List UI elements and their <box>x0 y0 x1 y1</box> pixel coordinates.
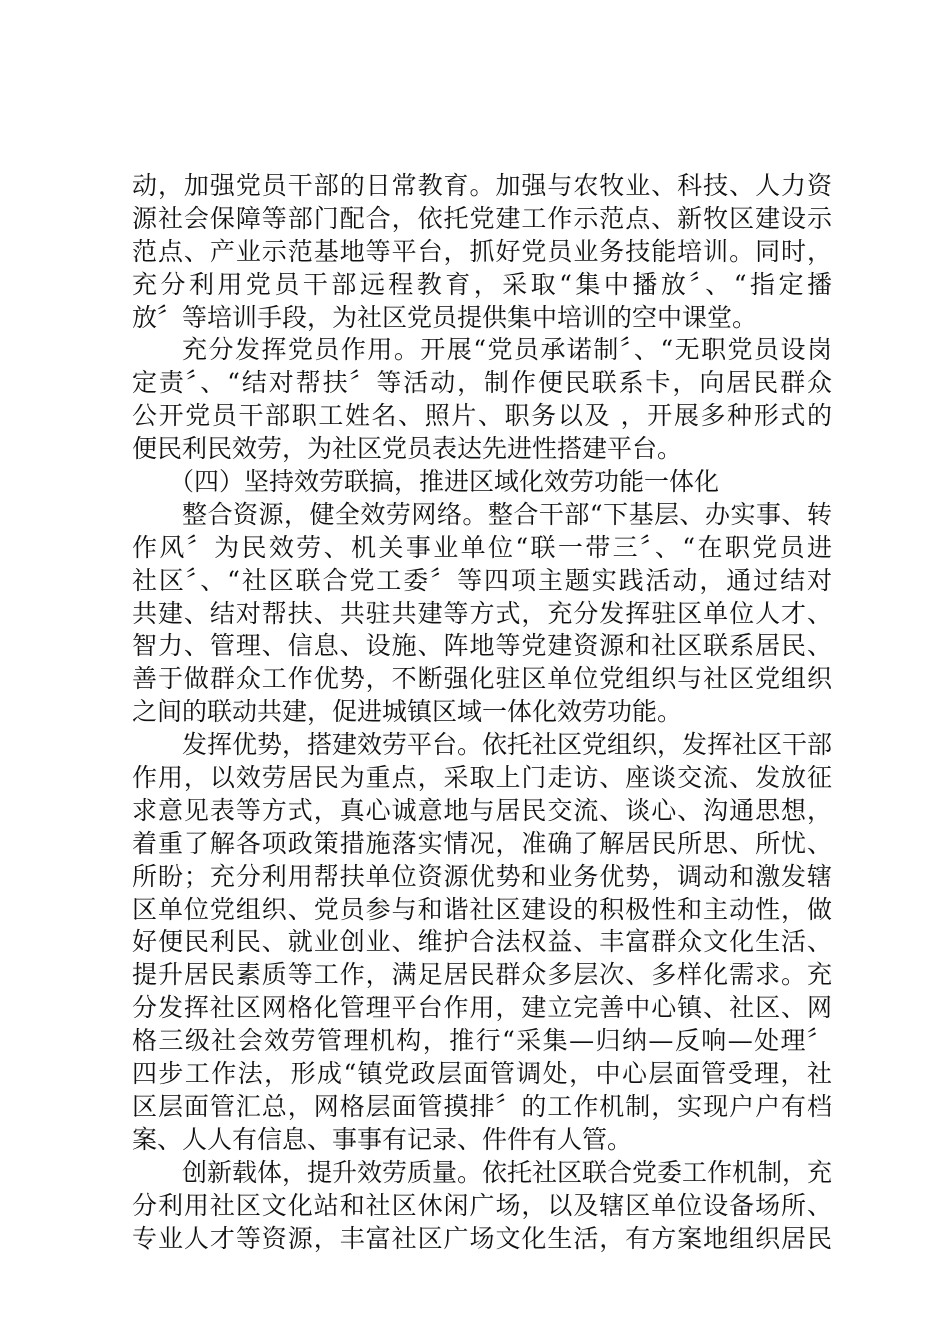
text-line: 公开党员干部职工姓名、照片、职务以及 ，开展多种形式的 <box>132 401 832 431</box>
text-line: 分利用社区文化站和社区休闲广场，以及辖区单位设备场所、 <box>132 1190 832 1220</box>
text-line: 区单位党组织、党员参与和谐社区建设的积极性和主动性，做 <box>132 894 832 924</box>
text-line: 善于做群众工作优势，不断强化驻区单位党组织与社区党组织 <box>132 664 832 694</box>
text-line: 充分利用党员干部远程教育，采取“集中播放〞、“指定播 <box>132 269 832 299</box>
text-line: 放〞等培训手段，为社区党员提供集中培训的空中课堂。 <box>132 302 758 332</box>
text-line: 分发挥社区网格化管理平台作用，建立完善中心镇、社区、网 <box>132 993 832 1023</box>
paragraph-first-line: 发挥优势，搭建效劳平台。依托社区党组织，发挥社区干部 <box>182 730 833 760</box>
text-line: 格三级社会效劳管理机构，推行“采集—归纳—反响—处理〞 <box>132 1026 832 1056</box>
text-line: 求意见表等方式，真心诚意地与居民交流、谈心、沟通思想， <box>132 795 832 825</box>
text-line: 范点、产业示范基地等平台，抓好党员业务技能培训。同时， <box>132 236 832 266</box>
text-line: 定责〞、“结对帮扶〞等活动，制作便民联系卡，向居民群众 <box>132 368 832 398</box>
text-line: 提升居民素质等工作，满足居民群众多层次、多样化需求。充 <box>132 960 832 990</box>
text-line: 专业人才等资源，丰富社区广场文化生活，有方案地组织居民 <box>132 1223 832 1253</box>
text-line: 智力、管理、信息、设施、阵地等党建资源和社区联系居民、 <box>132 631 832 661</box>
text-line: 之间的联动共建，促进城镇区域一体化效劳功能。 <box>132 697 683 727</box>
text-line: 四步工作法，形成“镇党政层面管调处，中心层面管受理，社 <box>132 1059 832 1089</box>
text-line: 便民利民效劳，为社区党员表达先进性搭建平台。 <box>132 434 683 464</box>
paragraph-first-line: 创新载体，提升效劳质量。依托社区联合党委工作机制，充 <box>182 1157 833 1187</box>
text-line: 源社会保障等部门配合，依托党建工作示范点、新牧区建设示 <box>132 203 832 233</box>
text-line: 共建、结对帮扶、共驻共建等方式，充分发挥驻区单位人才、 <box>132 598 832 628</box>
text-line: 所盼；充分利用帮扶单位资源优势和业务优势，调动和激发辖 <box>132 861 832 891</box>
text-line: 社区〞、“社区联合党工委〞等四项主题实践活动，通过结对 <box>132 565 832 595</box>
text-line: 动，加强党员干部的日常教育。加强与农牧业、科技、人力资 <box>132 171 832 200</box>
text-line: 作风〞为民效劳、机关事业单位“联一带三〞、“在职党员进 <box>132 532 832 562</box>
body-text <box>132 170 832 1255</box>
text-line: 作用，以效劳居民为重点，采取上门走访、座谈交流、发放征 <box>132 763 832 793</box>
text-line: 案、人人有信息、事事有记录、件件有人管。 <box>132 1124 633 1154</box>
text-line: 区层面管汇总，网格层面管摸排〞的工作机制，实现户户有档 <box>132 1091 832 1121</box>
section-heading: （四）坚持效劳联搞，推进区域化效劳功能一体化 <box>169 467 720 497</box>
text-line: 好便民利民、就业创业、维护合法权益、丰富群众文化生活、 <box>132 927 832 957</box>
paragraph-first-line: 整合资源，健全效劳网络。整合干部“下基层、办实事、转 <box>182 499 832 529</box>
paragraph-first-line: 充分发挥党员作用。开展“党员承诺制〞、“无职党员设岗 <box>182 335 832 365</box>
text-line: 着重了解各项政策措施落实情况，准确了解居民所思、所忧、 <box>132 828 832 858</box>
